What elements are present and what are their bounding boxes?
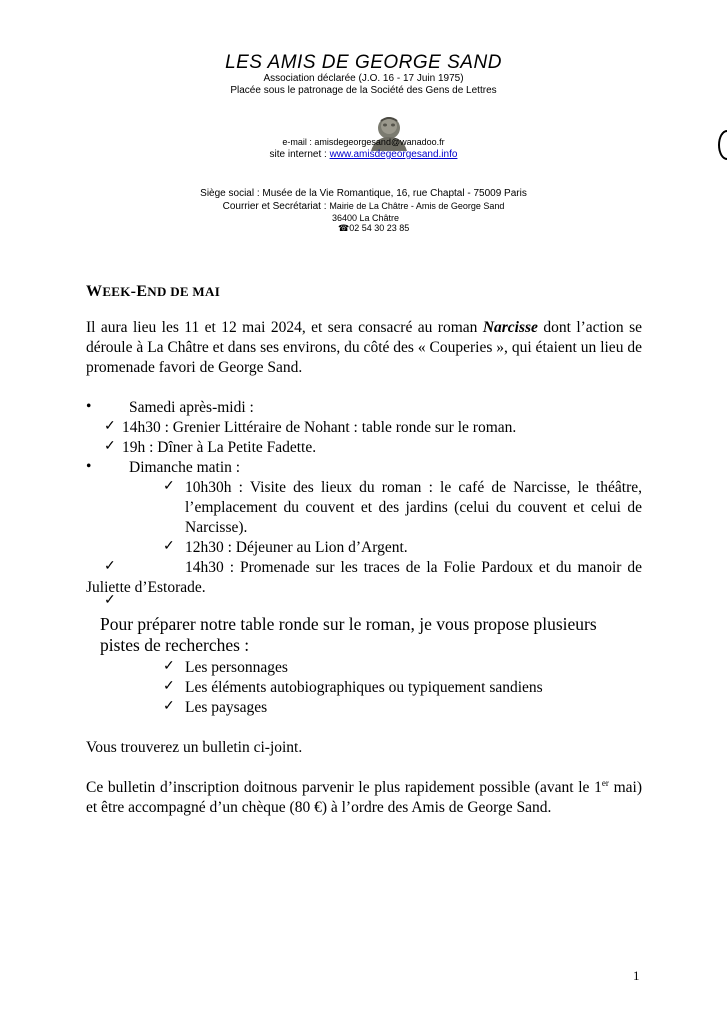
checkmark-icon: ✓ <box>104 419 116 434</box>
checkmark-icon: ✓ <box>104 439 116 454</box>
bulletin-line: Vous trouverez un bulletin ci-joint. <box>86 739 303 756</box>
list-item: Les paysages <box>185 699 268 716</box>
list-item: 19h : Dîner à La Petite Fadette. <box>122 439 317 456</box>
bullet-icon: • <box>86 398 92 415</box>
website-link[interactable]: www.amisdegeorgesand.info <box>329 149 458 160</box>
email-label: e-mail : <box>282 137 315 147</box>
headquarters-line: Siège social : Musée de la Vie Romantique, 16, rue Chaptal - 75009 Paris <box>200 188 527 199</box>
zip-city: 36400 La Châtre <box>332 213 400 223</box>
checkmark-icon: ✓ <box>163 699 175 714</box>
page-number: 1 <box>633 968 640 983</box>
list-item: 14h30 : Promenade sur les traces de la Folie Pardoux et du manoir de Juliette d’Estorade. <box>86 559 642 596</box>
website-line <box>0 149 727 160</box>
closing-paragraph: Ce bulletin d’inscription doitnous parvenir le plus rapidement possible (avant le 1er mai) et être accompagné d’un chèque (80 €) à l’ordre des Amis de George Sand. <box>86 777 643 816</box>
checkmark-icon: ✓ <box>163 659 175 674</box>
day1-label: Samedi après-midi : <box>129 399 254 416</box>
association-line: Association déclarée (J.O. 16 - 17 Juin 1975) <box>263 73 464 84</box>
phone-line <box>338 223 409 234</box>
checkmark-icon: ✓ <box>104 593 116 608</box>
list-item: 14h30 : Grenier Littéraire de Nohant : table ronde sur le roman. <box>122 419 517 436</box>
mailing-line <box>0 201 727 212</box>
email-line <box>0 137 727 147</box>
preparation-paragraph: Pour préparer notre table ronde sur le roman, je vous propose plusieurs pistes de recherches : <box>100 614 597 655</box>
list-item: Les éléments autobiographiques ou typiquement sandiens <box>185 679 543 696</box>
patronage-line: Placée sous le patronage de la Société des Gens de Lettres <box>230 85 497 96</box>
day2-label: Dimanche matin : <box>129 459 241 476</box>
intro-paragraph: Il aura lieu les 11 et 12 mai 2024, et sera consacré au roman Narcisse dont l’action se déroule à La Châtre et dans ses environs, du côté des « Couperies », qui étaient un lieu de promenade favori de George Sand. <box>86 319 642 376</box>
checkmark-icon: ✓ <box>104 559 116 574</box>
phone-number: 02 54 30 23 85 <box>349 223 410 233</box>
telephone-icon: ☎ <box>338 223 350 233</box>
checkmark-icon: ✓ <box>163 479 175 494</box>
list-item: 12h30 : Déjeuner au Lion d’Argent. <box>185 539 408 556</box>
mailing-label: Courrier et Secrétariat : <box>222 201 330 212</box>
checkmark-icon: ✓ <box>163 539 175 554</box>
novel-title: Narcisse <box>482 319 538 336</box>
list-item: 10h30h : Visite des lieux du roman : le café de Narcisse, le théâtre, l’emplacement du couvent et des jardins (celui du couvent et celui de Narcisse). <box>185 479 642 536</box>
email-address[interactable]: amisdegeorgesand@wanadoo.fr <box>314 137 445 147</box>
mailing-address: Mairie de La Châtre - Amis de George Sand <box>329 201 505 211</box>
bullet-icon: • <box>86 458 92 475</box>
list-item: Les personnages <box>185 659 288 676</box>
checkmark-icon: ✓ <box>163 679 175 694</box>
organization-title: LES AMIS DE GEORGE SAND <box>225 52 502 73</box>
website-label: site internet : <box>269 149 330 160</box>
section-title: WEEK-END DE MAI <box>86 283 221 300</box>
